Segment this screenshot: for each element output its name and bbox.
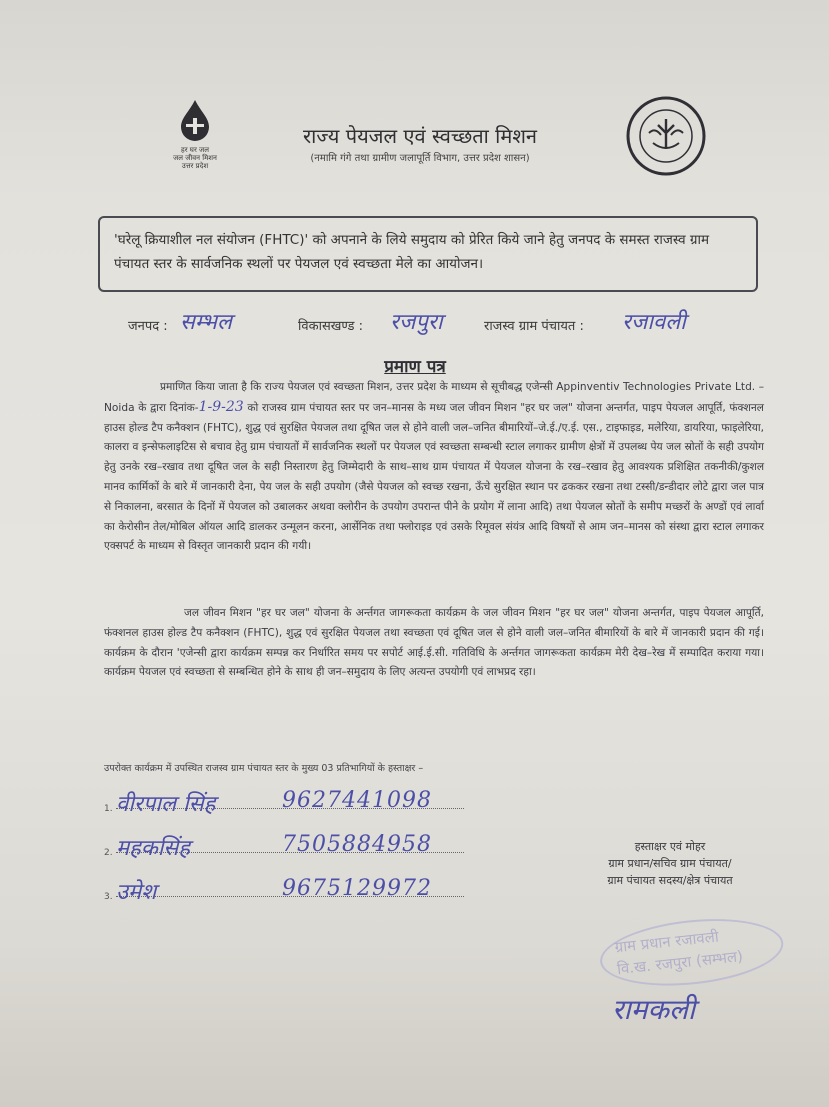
signatory-phone: 7505884958 bbox=[282, 832, 432, 857]
har-ghar-jal-logo bbox=[160, 98, 230, 170]
signatory-number: 1. bbox=[104, 804, 113, 814]
signatory-name: उमेश bbox=[116, 880, 157, 905]
paragraph1-before-date: प्रमाणित किया जाता है कि राज्य पेयजल एवं स्वच्छता मिशन, उत्तर प्रदेश के माध्यम से सूचीबद्ध एजेन्सी Appinventiv Technologies Private Ltd. – Noida के द्वारा दिनांक- bbox=[104, 381, 764, 414]
certificate-heading: प्रमाण पत्र bbox=[384, 357, 446, 377]
signatory-phone: 9627441098 bbox=[282, 788, 432, 813]
event-date: 1-9-23 bbox=[198, 398, 244, 415]
authority-line-2: ग्राम प्रधान/सचिव ग्राम पंचायत/ bbox=[608, 857, 732, 870]
official-stamp bbox=[597, 910, 793, 999]
signatory-number: 2. bbox=[104, 848, 113, 858]
signatory-name: वीरपाल सिंह bbox=[116, 792, 216, 817]
event-banner: 'घरेलू क्रियाशील नल संयोजन (FHTC)' को अपनाने के लिये समुदाय को प्रेरित किये जाने हेतु जनपद के समस्त राजस्व ग्राम पंचायत स्तर के सार्वजनिक स्थलों पर पेयजल एवं स्वच्छता मेले का आयोजन। bbox=[98, 216, 758, 292]
up-government-emblem bbox=[625, 95, 707, 177]
certificate-paragraph-2 bbox=[104, 604, 764, 683]
page-subtitle: (नमामि गंगे तथा ग्रामीण जलापूर्ति विभाग, उत्तर प्रदेश शासन) bbox=[310, 153, 530, 164]
signatory-row bbox=[104, 832, 504, 866]
location-row bbox=[128, 308, 768, 342]
signatory-row bbox=[104, 876, 504, 910]
certificate-paragraph-1 bbox=[104, 378, 764, 557]
authority-line-3: ग्राम पंचायत सदस्य/क्षेत्र पंचायत bbox=[607, 874, 733, 887]
district-label: जनपद : bbox=[128, 319, 168, 334]
district-value: सम्भल bbox=[180, 310, 232, 335]
page-title: राज्य पेयजल एवं स्वच्छता मिशन bbox=[302, 124, 538, 148]
paragraph1-after-date: को राजस्व ग्राम पंचायत स्तर पर जन–मानस के मध्य जल जीवन मिशन "हर घर जल" योजना अन्तर्गत, पाइप पेयजल आपूर्ति, फंक्शनल हाउस होल्ड टैप कनैक्शन (FHTC), शुद्ध एवं सुरक्षित पेयजल तथा दूषित जल से होने वाली जल–जनित बीमारियों–जे.ई./ए.ई. एस., टाइफाइड, मलेरिया, डायरिया, फाइलेरिया, कालरा व इन्सेफलाइटिस से बचाव हेतु ग्राम पंचायतों में सार्वजनिक स्थलों पर पेयजल एवं स्वच्छता सम्बन्धी स्टाल लगाकर ग्रामीण क्षेत्रों में उपलब्ध पेय जल स्रोतों के सही उपयोग हेतु उनके रख–रखाव तथा दूषित जल के सही निस्तारण हेतु जिम्मेदारी के साथ–साथ ग्राम पंचायत में पेयजल योजना के रख–रखाव हेतु आवश्यक प्रशिक्षित तकनीकी/कुशल मानव कार्मिकों के बारे में जानकारी देना, पेय जल के सही उपयोग (जैसे पेयजल को स्वच्छ रखना, ऊँचे सुरक्षित स्थान पर ढककर रखना तथा टस्सी/डन्डीदार लोटे द्वारा जल पात्र से निकालना, बरसात के दिनों में पेयजल को उबालकर अथवा क्लोरीन के उपयोग उपरान्त पीने के प्रयोग में लाना आदि) तथा पेयजल स्रोतों के समीप मच्छरों के अण्डों एवं लार्वा का केरोसीन तेल/मोबिल ऑयल आदि डालकर उन्मूलन करना, आर्सेनिक तथा फ्लोराइड एवं उसके रिमूवल संयंत्र आदि विषयों से आम जन–मानस को संस्था द्वारा स्टाल लगाकर एक्सपर्ट के माध्यम से विस्तृत जानकारी प्रदान की गयी। bbox=[104, 401, 764, 553]
authority-block bbox=[560, 838, 780, 889]
signatory-row bbox=[104, 788, 504, 822]
logo-left-text: हर घर जल जल जीवन मिशन उत्तर प्रदेश bbox=[173, 146, 217, 170]
signatory-phone: 9675129972 bbox=[282, 876, 432, 901]
pradhan-signature: रामकली bbox=[612, 993, 696, 1026]
panchayat-label: राजस्व ग्राम पंचायत : bbox=[484, 319, 584, 334]
paragraph2-text: जल जीवन मिशन "हर घर जल" योजना के अर्न्तगत जागरूकता कार्यक्रम के जल जीवन मिशन "हर घर जल" योजना अन्तर्गत, पाइप पेयजल आपूर्ति, फंक्शनल हाउस होल्ड टैप कनैक्शन (FHTC), शुद्ध एवं सुरक्षित पेयजल तथा स्वच्छता एवं दूषित जल से होने वाली जल–जनित बीमारियों के बारे में जानकारी प्रदान की गई। कार्यक्रम के दौरान 'एजेन्सी द्वारा कार्यक्रम सम्पन्न कर निर्धारित समय पर सपोर्ट आई.ई.सी. गतिविधि के अर्न्तगत जागरूकता कार्यक्रम मेरी देख–रेख में सम्पादित कराया गया। कार्यक्रम पेयजल एवं स्वच्छता से सम्बन्धित होने के साथ ही जन–समुदाय के लिए अत्यन्त उपयोगी एवं लाभप्रद रहा। bbox=[104, 607, 764, 679]
signatory-name: महकसिंह bbox=[116, 836, 190, 861]
stamp-text: ग्राम प्रधान रजावली वि.ख. रजपुरा (सम्भल) bbox=[613, 927, 744, 979]
block-label: विकासखण्ड : bbox=[298, 319, 364, 334]
panchayat-value: रजावली bbox=[622, 310, 686, 335]
water-drop-icon bbox=[175, 98, 215, 142]
authority-line-1: हस्ताक्षर एवं मोहर bbox=[634, 840, 706, 853]
signatories-intro: उपरोक्त कार्यक्रम में उपस्थित राजस्व ग्राम पंचायत स्तर के मुख्य 03 प्रतिभागियों के हस्ताक्षर – bbox=[104, 763, 424, 774]
block-value: रजपुरा bbox=[390, 310, 443, 335]
signatory-number: 3. bbox=[104, 892, 113, 902]
